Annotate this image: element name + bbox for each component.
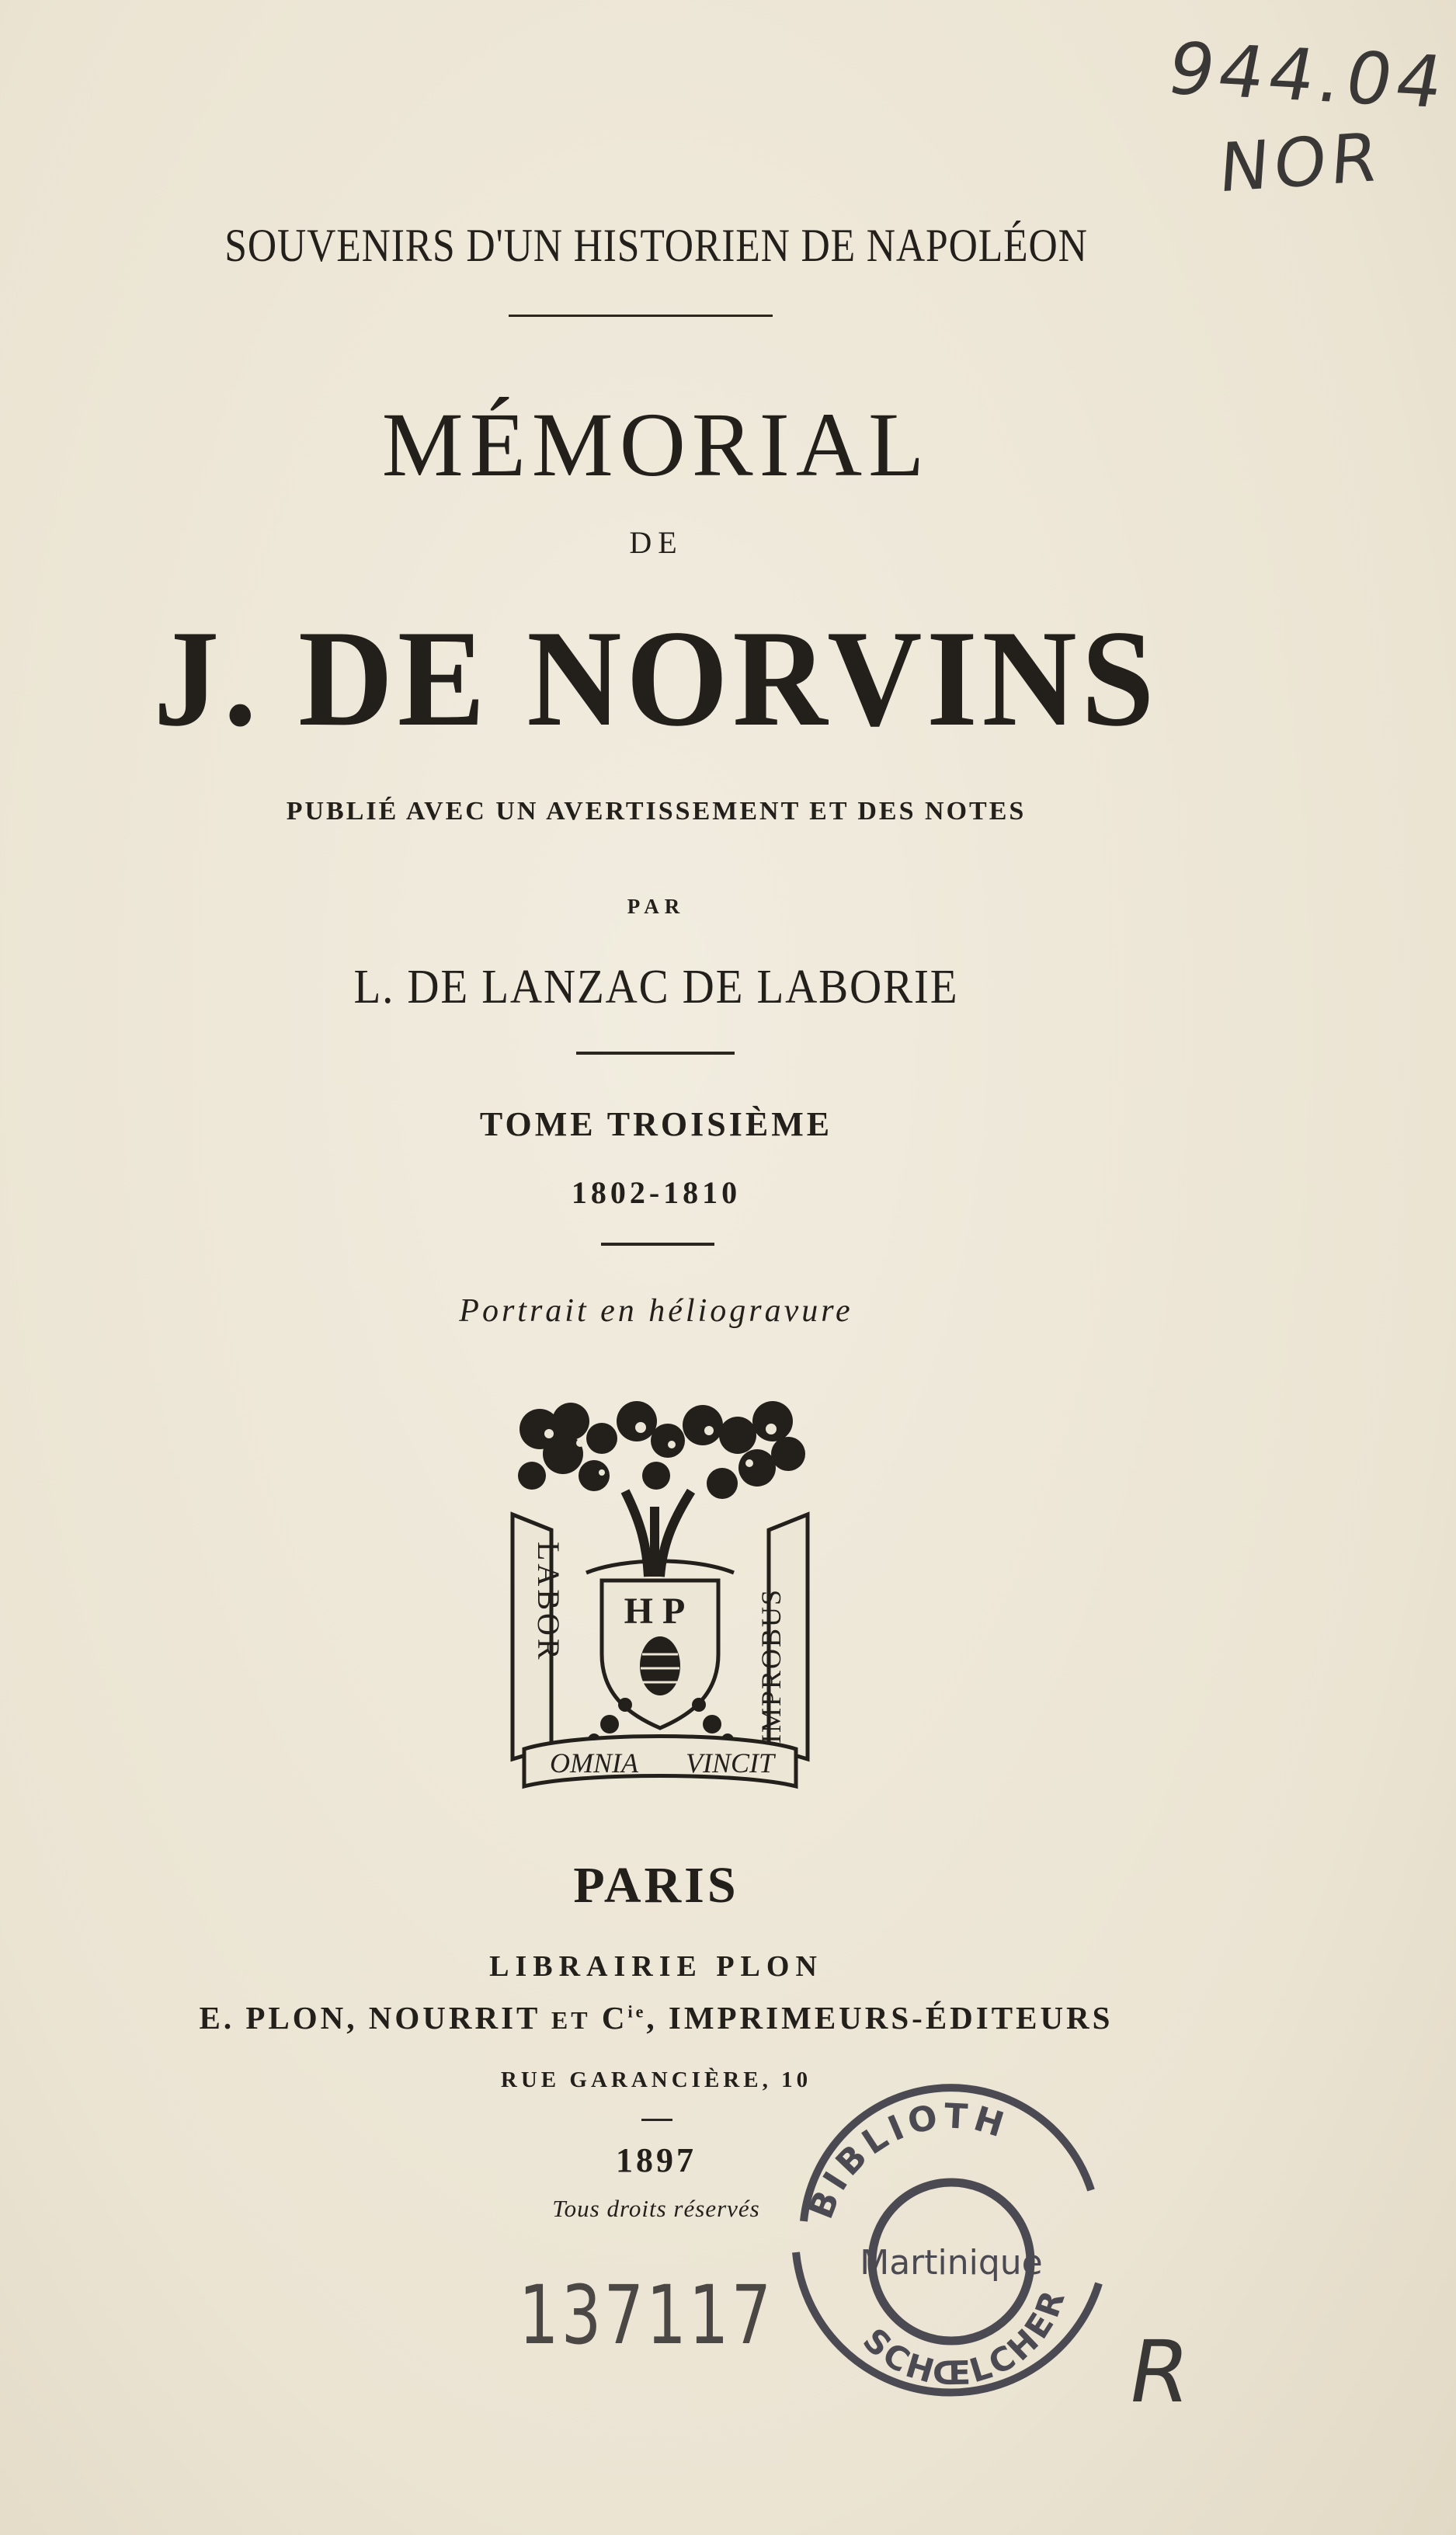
printer-mark-logo [509, 1398, 811, 1802]
printer-name: E. PLON, NOURRIT [199, 2000, 540, 2036]
printer-et: ET [551, 2006, 591, 2034]
printer-mark-motto-right: IMPROBUS [756, 1587, 787, 1744]
handwritten-mark: R [1121, 2322, 1203, 2422]
printer-cie: C [601, 2000, 628, 2036]
printer-mark-motto-bottom-2: VINCIT [685, 1747, 775, 1779]
imprint-city: PARIS [573, 1857, 739, 1914]
by-line: PAR [627, 895, 686, 918]
printer-role: , IMPRIMEURS-ÉDITEURS [646, 2000, 1114, 2036]
printer-mark-motto-bottom-1: OMNIA [550, 1747, 638, 1779]
printer-mark-monogram: H P [624, 1591, 686, 1632]
portrait-note: Portrait en héliogravure [459, 1293, 853, 1329]
imprint-publisher: LIBRAIRIE PLON [489, 1950, 823, 1983]
volume-years: 1802-1810 [571, 1175, 742, 1210]
shelfmark-code: NOR [1216, 118, 1385, 208]
divider-rule [641, 2119, 672, 2121]
stamp-top-text: BIBLIOTH [801, 2096, 1013, 2224]
publication-note: PUBLIÉ AVEC UN AVERTISSEMENT ET DES NOTES [286, 797, 1027, 826]
inventory-number: 137117 [519, 2268, 774, 2363]
author-name: J. DE NORVINS [153, 601, 1159, 755]
editor-name: L. DE LANZAC DE LABORIE [353, 961, 959, 1014]
divider-rule [576, 1052, 735, 1055]
series-title: SOUVENIRS D'UN HISTORIEN DE NAPOLÉON [224, 220, 1088, 271]
imprint-year: 1897 [616, 2141, 697, 2179]
imprint-printer [0, 1999, 1312, 2036]
stamp-bottom-text: SCHŒLCHER [855, 2283, 1074, 2393]
volume-title: TOME TROISIÈME [479, 1105, 833, 1143]
main-title: MÉMORIAL [381, 394, 931, 496]
title-connector: DE [629, 525, 683, 560]
printer-cie-suffix: ie [627, 2001, 647, 2022]
divider-rule [601, 1243, 714, 1246]
shelfmark-class: 944.04 [1160, 27, 1454, 124]
rights-notice: Tous droits réservés [552, 2195, 760, 2222]
library-stamp [780, 2058, 1122, 2431]
stamp-center-text: Martinique [860, 2243, 1043, 2283]
divider-rule [509, 315, 773, 317]
printer-mark-motto-left: LABOR [531, 1542, 566, 1663]
imprint-address: RUE GARANCIÈRE, 10 [500, 2067, 812, 2092]
svg-text:BIBLIOTH [801, 2096, 1013, 2224]
